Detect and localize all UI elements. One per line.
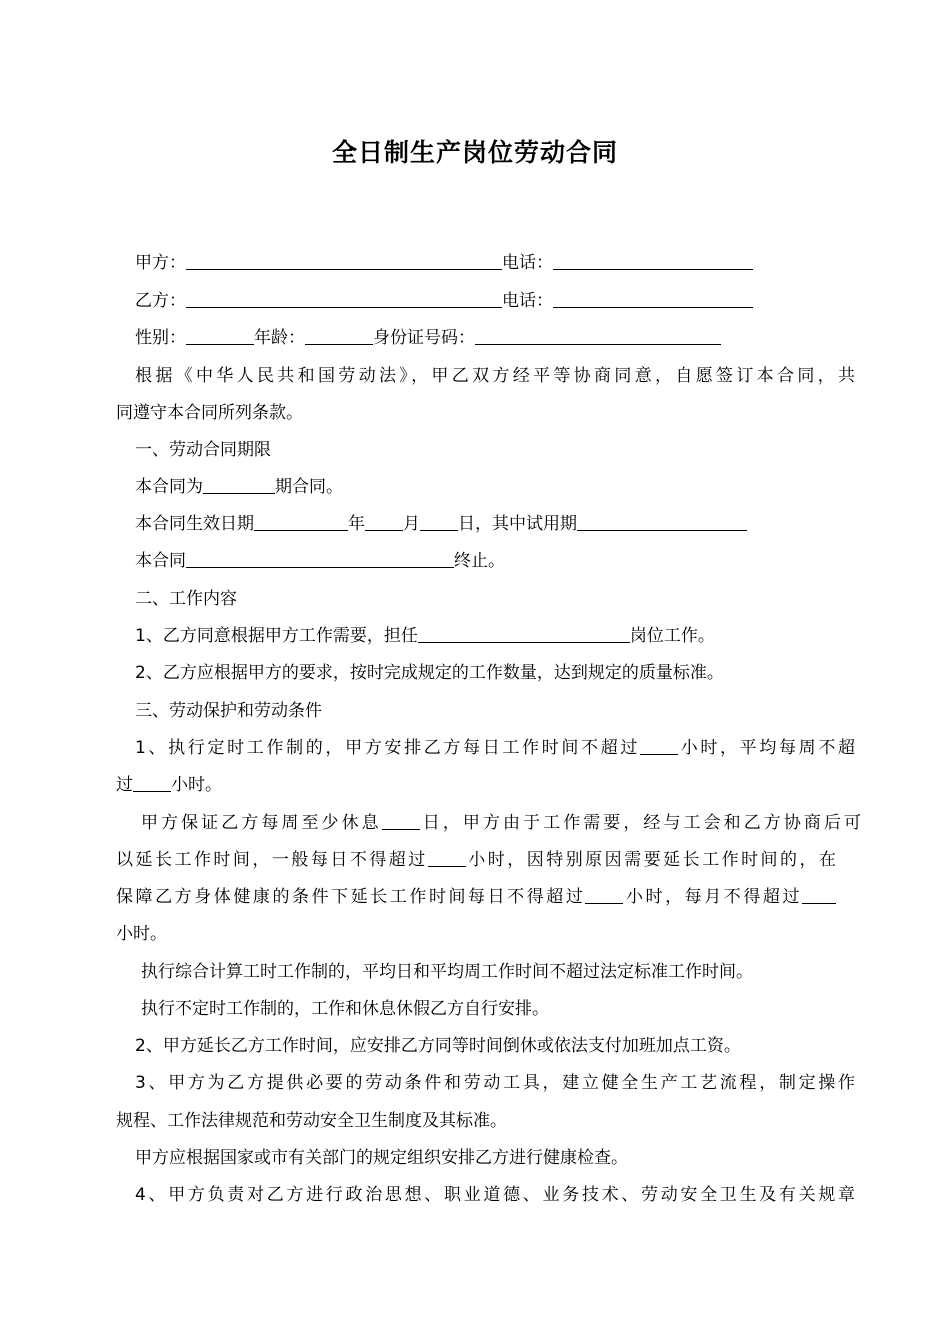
termination-row <box>116 549 855 573</box>
age-blank <box>305 326 373 345</box>
personal-info-row <box>116 326 855 350</box>
intro-line-1: 根据《中华人民共和国劳动法》，甲乙双方经平等协商同意，自愿签订本合同，共 <box>135 366 855 386</box>
id-number-label: 身份证号码： <box>373 328 475 348</box>
gender-blank <box>186 326 254 345</box>
rest-line-2 <box>116 848 836 872</box>
rest-text-d: 小时，因特别原因需要延长工作时间的，在 <box>465 850 837 870</box>
position-row <box>116 624 855 648</box>
effective-day-blank <box>420 512 458 531</box>
party-a-label: 甲方： <box>135 253 186 273</box>
daily-hours-blank <box>640 736 678 755</box>
party-a-row <box>116 251 855 275</box>
gender-label: 性别： <box>135 328 186 348</box>
party-b-phone-label: 电话： <box>502 291 553 311</box>
party-a-blank <box>186 251 502 270</box>
section-2-heading: 二、工作内容 <box>135 589 237 609</box>
termination-blank <box>186 549 454 568</box>
overtime-compensation-para: 2、甲方延长乙方工作时间，应安排乙方同等时间倒休或依法支付加班加点工资。 <box>135 1036 741 1056</box>
section-3-heading: 三、劳动保护和劳动条件 <box>135 701 322 721</box>
overtime-monthly-blank <box>802 885 836 904</box>
position-blank <box>418 624 630 643</box>
effective-date-label: 本合同生效日期 <box>135 514 254 534</box>
weekly-hours-blank <box>133 773 171 792</box>
rest-line-4: 小时。 <box>116 924 167 944</box>
flexible-hours-para: 执行不定时工作制的，工作和休息休假乙方自行安排。 <box>141 999 549 1019</box>
rest-line-3 <box>116 885 836 909</box>
effective-date-row <box>116 512 855 536</box>
position-label: 1、乙方同意根据甲方工作需要，担任 <box>135 626 418 646</box>
contract-term-suffix: 期合同。 <box>275 477 343 497</box>
party-a-phone-blank <box>553 251 753 270</box>
comprehensive-hours-para: 执行综合计算工时工作制的，平均日和平均周工作时间不超过法定标准工作时间。 <box>141 962 753 982</box>
working-hours-text-b: 小时，平均每周不超 <box>678 738 855 758</box>
contract-term-label: 本合同为 <box>135 477 203 497</box>
position-suffix: 岗位工作。 <box>629 626 715 646</box>
effective-month-blank <box>365 512 403 531</box>
rest-text-a: 甲方保证乙方每周至少休息 <box>141 813 382 833</box>
working-hours-text-a: 1、执行定时工作制的，甲方安排乙方每日工作时间不超过 <box>135 738 641 758</box>
party-b-row <box>116 289 855 313</box>
working-hours-line-1 <box>116 736 855 760</box>
contract-term-row <box>116 475 855 499</box>
rest-text-e: 保障乙方身体健康的条件下延长工作时间每日不得超过 <box>116 887 586 907</box>
labor-conditions-line-1: 3、甲方为乙方提供必要的劳动条件和劳动工具，建立健全生产工艺流程，制定操作 <box>135 1073 855 1093</box>
overtime-special-daily-blank <box>585 885 623 904</box>
working-hours-line-2 <box>116 773 836 797</box>
rest-text-b: 日，甲方由于工作需要，经与工会和乙方协商后可 <box>419 813 862 833</box>
page-title: 全日制生产岗位劳动合同 <box>331 138 618 167</box>
termination-label: 本合同 <box>135 551 186 571</box>
intro-line-2: 同遵守本合同所列条款。 <box>116 403 303 423</box>
party-b-label: 乙方： <box>135 291 186 311</box>
trial-period-label: 日，其中试用期 <box>458 514 577 534</box>
section-2-item-2: 2、乙方应根据甲方的要求，按时完成规定的工作数量，达到规定的质量标准。 <box>135 663 724 683</box>
rest-days-blank <box>382 811 420 830</box>
section-1-heading: 一、劳动合同期限 <box>135 440 271 460</box>
training-para-line-1: 4、甲方负责对乙方进行政治思想、职业道德、业务技术、劳动安全卫生及有关规章 <box>135 1185 855 1205</box>
rest-text-c: 以延长工作时间，一般每日不得超过 <box>116 850 428 870</box>
age-label: 年龄： <box>254 328 305 348</box>
labor-conditions-line-2: 规程、工作法律规范和劳动安全卫生制度及其标准。 <box>116 1111 507 1131</box>
termination-suffix: 终止。 <box>454 551 505 571</box>
rest-line-1 <box>116 811 861 835</box>
effective-year-blank <box>254 512 348 531</box>
month-label: 月 <box>403 514 420 534</box>
contract-term-blank <box>203 475 275 494</box>
party-b-blank <box>186 289 502 308</box>
working-hours-text-c: 过 <box>116 775 133 795</box>
id-number-blank <box>475 326 721 345</box>
rest-text-f: 小时，每月不得超过 <box>623 887 803 907</box>
trial-period-blank <box>577 512 747 531</box>
health-check-para: 甲方应根据国家或市有关部门的规定组织安排乙方进行健康检查。 <box>135 1148 628 1168</box>
overtime-daily-blank <box>428 848 466 867</box>
party-b-phone-blank <box>553 289 753 308</box>
working-hours-text-d: 小时。 <box>171 775 222 795</box>
year-label: 年 <box>348 514 365 534</box>
party-a-phone-label: 电话： <box>502 253 553 273</box>
